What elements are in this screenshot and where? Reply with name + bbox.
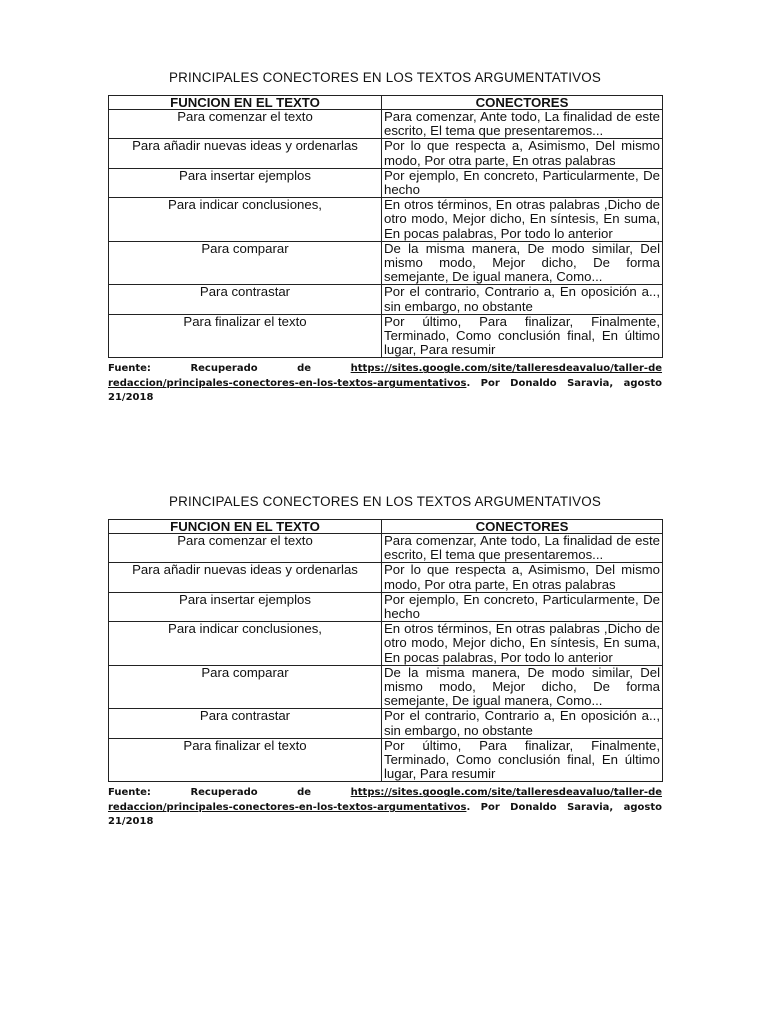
connectors-cell: Para comenzar, Ante todo, La finalidad de este escrito, El tema que presentaremos... [382, 534, 663, 563]
table-row [109, 285, 663, 314]
function-cell: Para indicar conclusiones, [109, 198, 382, 242]
function-cell: Para finalizar el texto [109, 738, 382, 782]
table-row [109, 738, 663, 782]
source-link[interactable]: https://sites.google.com/site/talleresdeavaluo/taller-de redaccion/principales-conectores-en-los-textos-argumentativos [108, 787, 663, 813]
connectors-table [108, 519, 663, 782]
function-cell: Para insertar ejemplos [109, 168, 382, 197]
connectors-cell: Por lo que respecta a, Asimismo, Del mismo modo, Por otra parte, En otras palabras [382, 563, 663, 592]
connectors-cell: Por ejemplo, En concreto, Particularmente, De hecho [382, 592, 663, 621]
connectors-cell: De la misma manera, De modo similar, Del mismo modo, Mejor dicho, De forma semejante, De igual manera, Como... [382, 241, 663, 285]
function-cell: Para indicar conclusiones, [109, 622, 382, 666]
source-citation [108, 362, 662, 406]
connectors-cell: Por el contrario, Contrario a, En oposición a.., sin embargo, no obstante [382, 285, 663, 314]
source-prefix: Recuperado de [190, 363, 312, 375]
connectors-cell: Por lo que respecta a, Asimismo, Del mismo modo, Por otra parte, En otras palabras [382, 139, 663, 168]
connectors-cell: En otros términos, En otras palabras ,Dicho de otro modo, Mejor dicho, En síntesis, En suma, En pocas palabras, Por todo lo anterior [382, 622, 663, 666]
table-row [109, 622, 663, 666]
header-function: FUNCION EN EL TEXTO [109, 96, 382, 110]
source-citation [108, 786, 662, 830]
function-cell: Para contrastar [109, 285, 382, 314]
table-header-row [109, 520, 663, 534]
connectors-table [108, 95, 663, 358]
header-function: FUNCION EN EL TEXTO [109, 520, 382, 534]
function-cell: Para comenzar el texto [109, 110, 382, 139]
connectors-cell: Por último, Para finalizar, Finalmente, Terminado, Como conclusión final, En último lugar, Para resumir [382, 314, 663, 358]
source-label: Fuente: [108, 787, 151, 799]
connectors-cell: Para comenzar, Ante todo, La finalidad de este escrito, El tema que presentaremos... [382, 110, 663, 139]
document-title: PRINCIPALES CONECTORES EN LOS TEXTOS ARGUMENTATIVOS [168, 70, 602, 85]
table-row [109, 139, 663, 168]
document-copy-2 [108, 494, 662, 830]
table-row [109, 709, 663, 738]
function-cell: Para insertar ejemplos [109, 592, 382, 621]
function-cell: Para contrastar [109, 709, 382, 738]
source-prefix: Recuperado de [190, 787, 312, 799]
table-row [109, 665, 663, 709]
function-cell: Para comparar [109, 665, 382, 709]
connectors-cell: Por el contrario, Contrario a, En oposición a.., sin embargo, no obstante [382, 709, 663, 738]
function-cell: Para comparar [109, 241, 382, 285]
table-header-row [109, 96, 663, 110]
connectors-cell: Por ejemplo, En concreto, Particularmente, De hecho [382, 168, 663, 197]
connectors-cell: Por último, Para finalizar, Finalmente, Terminado, Como conclusión final, En último lugar, Para resumir [382, 738, 663, 782]
source-suffix: . Por Donaldo Saravia, agosto 21/2018 [108, 801, 662, 828]
connectors-cell: En otros términos, En otras palabras ,Dicho de otro modo, Mejor dicho, En síntesis, En suma, En pocas palabras, Por todo lo anterior [382, 198, 663, 242]
header-connectors: CONECTORES [382, 96, 663, 110]
table-row [109, 241, 663, 285]
table-row [109, 110, 663, 139]
table-row [109, 314, 663, 358]
function-cell: Para finalizar el texto [109, 314, 382, 358]
connectors-cell: De la misma manera, De modo similar, Del mismo modo, Mejor dicho, De forma semejante, De igual manera, Como... [382, 665, 663, 709]
table-row [109, 534, 663, 563]
table-row [109, 198, 663, 242]
source-label: Fuente: [108, 363, 151, 375]
source-suffix: . Por Donaldo Saravia, agosto 21/2018 [108, 377, 662, 404]
header-connectors: CONECTORES [382, 520, 663, 534]
table-row [109, 168, 663, 197]
document-copy-1 [108, 70, 662, 406]
function-cell: Para añadir nuevas ideas y ordenarlas [109, 563, 382, 592]
table-row [109, 563, 663, 592]
function-cell: Para añadir nuevas ideas y ordenarlas [109, 139, 382, 168]
document-title: PRINCIPALES CONECTORES EN LOS TEXTOS ARGUMENTATIVOS [168, 494, 602, 509]
table-row [109, 592, 663, 621]
function-cell: Para comenzar el texto [109, 534, 382, 563]
source-link[interactable]: https://sites.google.com/site/talleresdeavaluo/taller-de redaccion/principales-conectores-en-los-textos-argumentativos [108, 363, 663, 389]
